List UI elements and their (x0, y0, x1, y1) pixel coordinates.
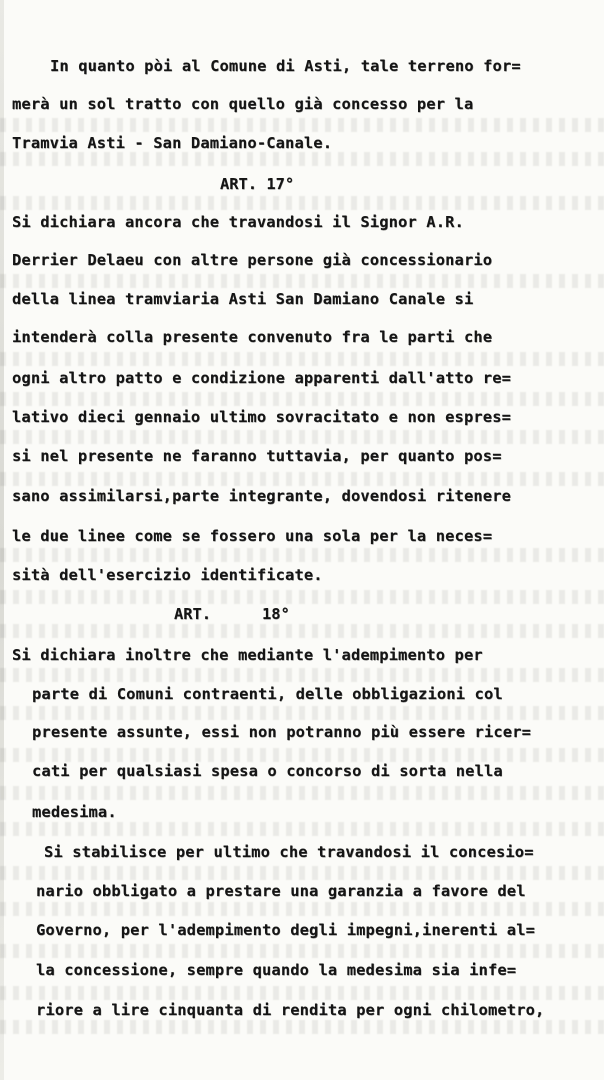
text-line (0, 444, 604, 468)
text-line-content: presente assunte, essi non potranno più essere ricer= (32, 723, 532, 741)
bleed-through (0, 866, 604, 880)
bleed-through (0, 1020, 604, 1034)
text-line-content: si nel presente ne faranno tuttavia, per quanto pos= (12, 447, 502, 465)
bleed-through (0, 786, 604, 800)
text-line-content: Si dichiara inoltre che mediante l'adempimento per (12, 646, 483, 664)
text-line-content: sano assimilarsi,parte integrante, dovendosi ritenere (12, 487, 512, 505)
bleed-through (0, 822, 604, 836)
text-line-content: intenderà colla presente convenuto fra le parti che (12, 328, 493, 346)
text-line (0, 131, 604, 155)
text-line-content: la concessione, sempre quando la medesima sia infe= (36, 961, 517, 979)
text-line-content: ogni altro patto e condizione apparenti dall'atto re= (12, 369, 512, 387)
text-line (0, 682, 604, 706)
text-line-content: Tramvia Asti - San Damiano-Canale. (12, 134, 333, 152)
bleed-through (0, 590, 604, 604)
text-line-content: cati per qualsiasi spesa o concorso di sorta nella (32, 762, 503, 780)
text-line-content: le due linee come se fossero una sola per la neces= (12, 527, 493, 545)
bleed-through (0, 668, 604, 682)
text-line-content: lativo dieci gennaio ultimo sovracitato e non espres= (12, 408, 512, 426)
text-line (0, 524, 604, 548)
text-line-content: parte di Comuni contraenti, delle obbligazioni col (32, 685, 503, 703)
text-line-content: merà un sol tratto con quello già concesso per la (12, 95, 474, 113)
bleed-through (0, 430, 604, 444)
text-line-content: riore a lire cinquanta di rendita per ogni chilometro, (36, 1001, 545, 1019)
bleed-through (0, 902, 604, 916)
bleed-through (0, 706, 604, 720)
text-line-content: Governo, per l'adempimento degli impegni,inerenti al= (36, 921, 536, 939)
text-line (0, 54, 604, 78)
text-line (0, 918, 604, 942)
text-line (0, 563, 604, 587)
text-line (0, 998, 604, 1022)
article-18-label: ART. (174, 605, 212, 623)
text-line-content: sità dell'esercizio identificate. (12, 566, 323, 584)
text-line (0, 405, 604, 429)
text-line (0, 484, 604, 508)
text-line (0, 287, 604, 311)
text-line (0, 800, 604, 824)
bleed-through (0, 352, 604, 366)
bleed-through (0, 392, 604, 406)
text-line-content: Derrier Delaeu con altre persone già concessionario (12, 251, 493, 269)
text-line (0, 759, 604, 783)
bleed-through (0, 274, 604, 288)
text-line-content: medesima. (32, 803, 117, 821)
text-line-content: Si dichiara ancora che travandosi il Signor A.R. (12, 213, 464, 231)
article-17-heading: ART. 17° (220, 175, 295, 193)
text-line (0, 840, 604, 864)
text-line (0, 879, 604, 903)
article-18-number: 18° (262, 605, 290, 623)
bleed-through (0, 118, 604, 132)
text-line-content: nario obbligato a prestare una garanzia a favore del (36, 882, 526, 900)
text-line (0, 643, 604, 667)
bleed-through (0, 944, 604, 958)
text-line-content: Si stabilisce per ultimo che travandosi il concesio= (44, 843, 534, 861)
text-line (0, 92, 604, 116)
text-line (0, 210, 604, 234)
text-line (0, 720, 604, 744)
bleed-through (0, 548, 604, 562)
bleed-through (0, 196, 604, 210)
text-line (0, 248, 604, 272)
text-line (0, 366, 604, 390)
text-line (0, 325, 604, 349)
bleed-through (0, 624, 604, 638)
text-line-content: della linea tramviaria Asti San Damiano Canale si (12, 290, 474, 308)
text-line-content: In quanto pòi al Comune di Asti, tale terreno for= (50, 57, 521, 75)
text-line (0, 958, 604, 982)
